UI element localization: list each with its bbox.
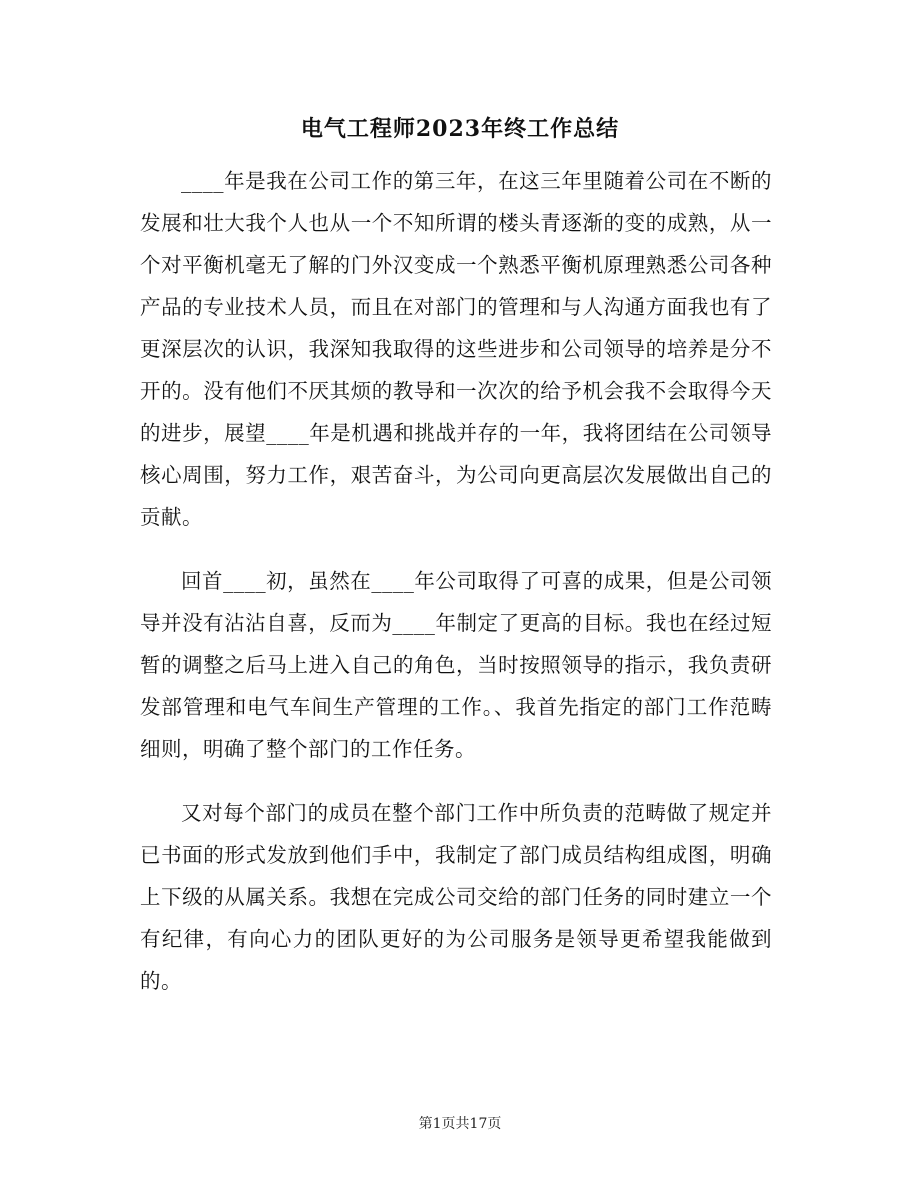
document-body: [140, 160, 772, 1024]
paragraph-3: 又对每个部门的成员在整个部门工作中所负责的范畴做了规定并已书面的形式发放到他们手中，我制定了部门成员结构组成图，明确上下级的从属关系。我想在完成公司交给的部门任务的同时建立一个有纪律，有向心力的团队更好的为公司服务是领导更希望我能做到的。: [140, 801, 772, 993]
page-number: 第1页共17页: [418, 1116, 502, 1132]
document-title: 电气工程师2023年终工作总结: [300, 116, 620, 142]
paragraph-2: 回首____初，虽然在____年公司取得了可喜的成果，但是公司领导并没有沾沾自喜，反而为____年制定了更高的目标。我也在经过短暂的调整之后马上进入自己的角色，当时按照领导的指示，我负责研发部管理和电气车间生产管理的工作。、我首先指定的部门工作范畴细则，明确了整个部门的工作任务。: [140, 569, 772, 761]
paragraph-1: ____年是我在公司工作的第三年，在这三年里随着公司在不断的发展和壮大我个人也从一个不知所谓的楼头青逐渐的变的成熟，从一个对平衡机毫无了解的门外汉变成一个熟悉平衡机原理熟悉公司各种产品的专业技术人员，而且在对部门的管理和与人沟通方面我也有了更深层次的认识，我深知我取得的这些进步和公司领导的培养是分不开的。没有他们不厌其烦的教导和一次次的给予机会我不会取得今天的进步，展望____年是机遇和挑战并存的一年，我将团结在公司领导核心周围，努力工作，艰苦奋斗，为公司向更高层次发展做出自己的贡献。: [140, 169, 772, 529]
